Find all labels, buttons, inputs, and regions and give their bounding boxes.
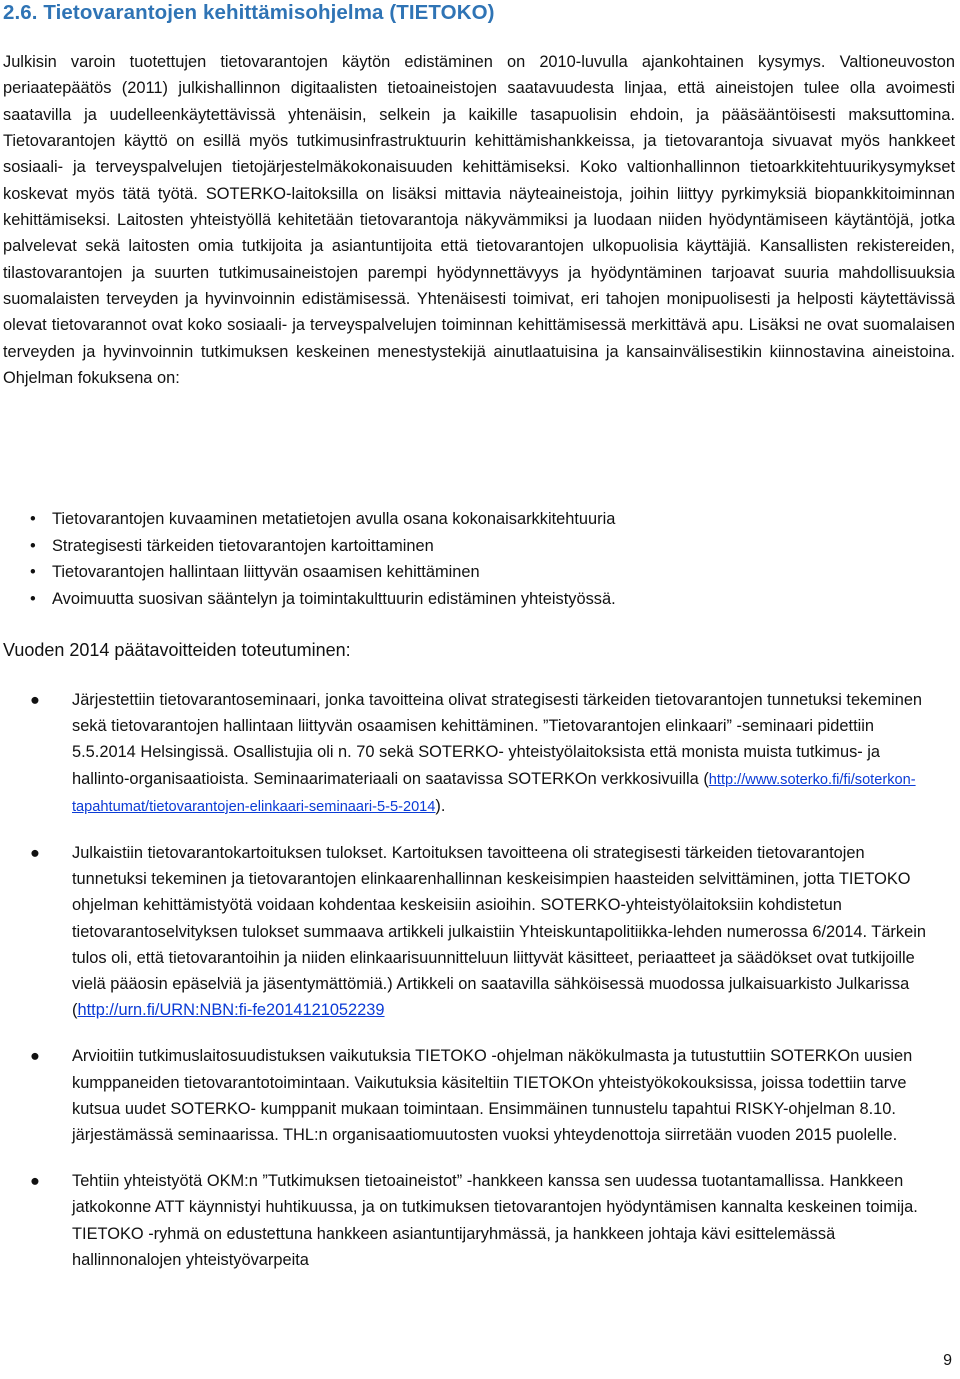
list-item-text: Tietovarantojen hallintaan liittyvän osaamisen kehittäminen <box>52 563 480 581</box>
goal-item-text: Julkaistiin tietovarantokartoituksen tulokset. Kartoituksen tavoitteena oli strategisesti tärkeiden tietovarantojen tunnetuksi tekeminen ja tietovarantojen elinkaarenhallinnan keskeisimpien haasteiden selvittäminen, jotta TIETOKO ohjelman kehittämistyötä voidaan kohdentaa keskeisiin asioihin. SOTERKO-yhteistyölaitoksiin kohdistetun tietovarantoselvityksen tulokset summaava artikkeli julkaistiin Yhteiskuntapolitiikka-lehden numerossa 6/2014. Tärkein tulos oli, että tietovarantoihin ja niiden elinkaarisuunnitteluun liittyvät käsitteet, periaatteet ja säädökset ovat tutkijoille vielä pääosin epäselviä ja jäsentymättömiä.) Artikkeli on saatavilla sähköisessä muodossa julkaisuarkisto Julkarissa ( <box>72 844 926 1020</box>
goal-item-text: Tehtiin yhteistyötä OKM:n ”Tutkimuksen tietoaineistot” -hankkeen kanssa sen uudessa tuotantamallissa. Hankkeen jatkokonne ATT käynnistyi huhtikuussa, ja on tutkimuksen tietovarantojen hyödyntämisen kannalta keskeinen toimija. TIETOKO -ryhmä on edustettuna hankkeen asiantuntijaryhmässä, ja hankkeen johtaja kävi esittelemässä hallinnonalojen yhteistyövarpeita <box>72 1172 918 1269</box>
goal-item-text: Järjestettiin tietovarantoseminaari, jonka tavoitteina olivat strategisesti tärkeiden tietovarantojen tunnetuksi tekeminen sekä tietovarantojen hallintaan liittyvän osaamisen kehittäminen. ”Tietovarantojen elinkaari” -seminaari pidettiin 5.5.2014 Helsingissä. Osallistujia oli n. 70 sekä SOTERKO- yhteistyölaitoksista että monista muista tutkimus- ja hallinto-organisaatioista. Seminaarimateriaali on saatavissa SOTERKOn verkkosivuilla ( <box>72 691 923 788</box>
bullet-icon: • <box>30 510 36 528</box>
goals-list <box>30 687 960 1293</box>
list-item <box>30 586 950 613</box>
goal-item-body <box>72 687 934 820</box>
bullet-icon: • <box>30 536 36 555</box>
list-item <box>30 1043 960 1148</box>
list-item-text: Tietovarantojen kuvaaminen metatietojen avulla osana kokonaisarkkitehtuuria <box>52 510 616 528</box>
bullet-icon: ● <box>30 691 40 709</box>
section-heading: 2.6. Tietovarantojen kehittämisohjelma (TIETOKO) <box>3 1 495 24</box>
julkari-link[interactable]: http://urn.fi/URN:NBN:fi-fe2014121052239 <box>77 1001 385 1020</box>
goal-item-body <box>72 840 934 1023</box>
focus-list <box>30 506 950 612</box>
goal-item-text: Arvioitiin tutkimuslaitosuudistuksen vaikutuksia TIETOKO -ohjelman näkökulmasta ja tutustuttiin SOTERKOn uusien kumppaneiden tietovarantotoimintaan. Vaikutuksia käsiteltiin TIETOKOn yhteistyökokouksissa, joissa todettiin tarve kutsua uudet SOTERKO- kumppanit mukaan toimintaan. Ensimmäinen tunnustelu tapahtui RISKY-ohjelman 8.10. järjestämässä seminaarissa. THL:n organisaatiomuutosten vuoksi yhteydenottoja siirretään vuoden 2015 puolelle. <box>72 1047 913 1145</box>
list-item-text: Avoimuutta suosivan sääntelyn ja toimintakulttuurin edistäminen yhteistyössä. <box>52 589 616 608</box>
seminar-material-link[interactable]: http://www.soterko.fi/fi/soterkon-tapahtumat/tietovarantojen-elinkaari-seminaari-5-5-2014 <box>72 771 916 815</box>
bullet-icon: ● <box>30 1172 40 1191</box>
list-item <box>30 1168 960 1273</box>
page-number: 9 <box>943 1352 952 1369</box>
bullet-icon: • <box>30 589 36 608</box>
bullet-icon: ● <box>30 1047 40 1066</box>
list-item <box>30 559 950 586</box>
bullet-icon: • <box>30 563 36 581</box>
goal-item-suffix: ). <box>435 796 446 815</box>
list-item <box>30 506 950 533</box>
list-item <box>30 687 960 820</box>
list-item <box>30 840 960 1023</box>
intro-paragraph: Julkisin varoin tuotettujen tietovarantojen käytön edistäminen on 2010-luvulla ajankohtainen kysymys. Valtioneuvoston periaatepäätös (2011) julkishallinnon digitaalisten tietoaineistojen saatavuudesta linjaa, että aineistojen tulee olla avoimesti saatavilla ja uudelleenkäytettävissä yhtenäisin, selkein ja kaikille tasapuolisin ehdoin, ja pääsääntöisesti maksuttomina. Tietovarantojen käyttö on esillä myös tutkimusinfrastruktuurin kehittämishankkeissa, ja tietovarantoja sivuavat myös hankkeet sosiaali- ja terveyspalvelujen tietojärjestelmäkokonaisuuden kehittämiseksi. Koko valtionhallinnon tietoarkkitehtuurikysymykset koskevat myös tätä työtä. SOTERKO-laitoksilla on lisäksi mittavia näyteaineistoja, joihin liittyy pyrkimyksiä biopankkitoiminnan kehittämiseksi. Laitosten yhteistyöllä kehitetään tietovarantoja näkyvämmiksi ja luodaan niiden hyödyntämiseen käytäntöjä, jotka palvelevat sekä laitosten omia tutkijoita ja asiantuntijoita että tietovarantojen ulkopuolisia käyttäjiä. Kansallisten rekistereiden, tilastovarantojen ja suurten tutkimusaineistojen parempi hyödynnettävyys ja hyödyntäminen tarjoavat suuria mahdollisuuksia suomalaisten terveyden ja hyvinvoinnin edistämisessä. Yhtenäisesti toimivat, eri tahojen monipuolisesti ja helposti käytettävissä olevat tietovarannot ovat koko sosiaali- ja terveyspalvelujen toiminnan kehittämisessä merkittävä apu. Lisäksi ne ovat suomalaisen terveyden ja hyvinvoinnin tutkimuksen keskeinen menestystekijä ainutlaatuisina ja kansainvälisestikin kiinnostavina aineistoina. Ohjelman fokuksena on: <box>3 53 955 388</box>
subheading: Vuoden 2014 päätavoitteiden toteutuminen: <box>3 640 351 660</box>
list-item-text: Strategisesti tärkeiden tietovarantojen kartoittaminen <box>52 536 434 555</box>
bullet-icon: ● <box>30 844 40 863</box>
list-item <box>30 533 950 560</box>
